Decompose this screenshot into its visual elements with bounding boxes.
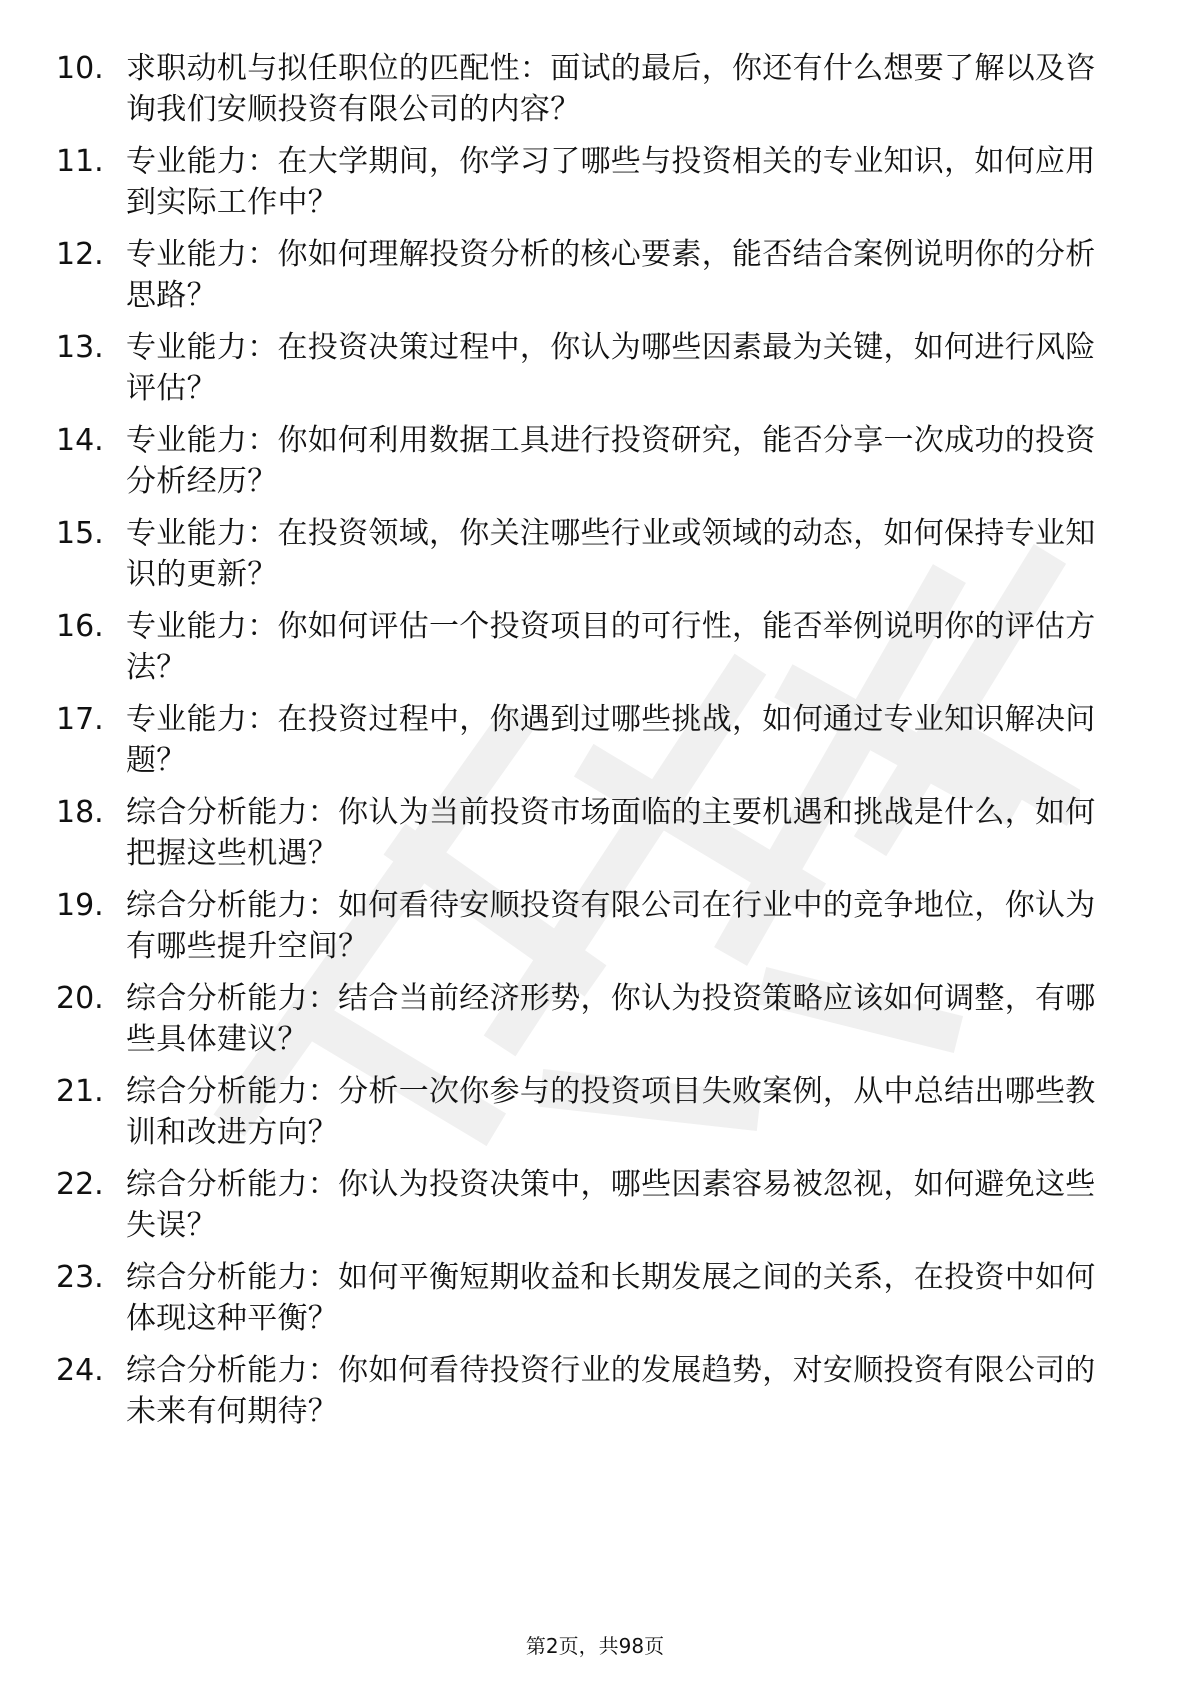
question-text: 综合分析能力：结合当前经济形势，你认为投资策略应该如何调整，有哪些具体建议？ (126, 981, 1096, 1057)
question-number: 13. (56, 330, 104, 365)
question-item (56, 1350, 1116, 1432)
question-number: 19. (56, 888, 104, 923)
question-text: 综合分析能力：如何平衡短期收益和长期发展之间的关系，在投资中如何体现这种平衡？ (126, 1260, 1096, 1336)
question-text: 专业能力：在投资领域，你关注哪些行业或领域的动态，如何保持专业知识的更新？ (126, 516, 1096, 592)
question-text: 专业能力：你如何利用数据工具进行投资研究，能否分享一次成功的投资分析经历？ (126, 423, 1096, 499)
question-number: 18. (56, 795, 104, 830)
question-item (56, 1257, 1116, 1339)
question-number: 12. (56, 237, 104, 272)
question-item (56, 234, 1116, 316)
question-number: 15. (56, 516, 104, 551)
question-number: 17. (56, 702, 104, 737)
question-number: 23. (56, 1260, 104, 1295)
question-item (56, 1164, 1116, 1246)
question-text: 专业能力：在投资决策过程中，你认为哪些因素最为关键，如何进行风险评估？ (126, 330, 1096, 406)
page-number-footer: 第2页，共98页 (525, 1634, 665, 1658)
question-text: 综合分析能力：你认为投资决策中，哪些因素容易被忽视，如何避免这些失误？ (126, 1167, 1096, 1243)
question-item (56, 1071, 1116, 1153)
question-number: 11. (56, 144, 104, 179)
question-number: 20. (56, 981, 104, 1016)
question-number: 22. (56, 1167, 104, 1202)
question-item (56, 48, 1116, 130)
question-item (56, 885, 1116, 967)
question-text: 求职动机与拟任职位的匹配性：面试的最后，你还有什么想要了解以及咨询我们安顺投资有限公司的内容？ (126, 51, 1096, 127)
question-number: 16. (56, 609, 104, 644)
question-item (56, 699, 1116, 781)
question-text: 专业能力：在投资过程中，你遇到过哪些挑战，如何通过专业知识解决问题？ (126, 702, 1096, 778)
question-item (56, 978, 1116, 1060)
question-item (56, 327, 1116, 409)
question-number: 10. (56, 51, 104, 86)
question-item (56, 141, 1116, 223)
question-text: 综合分析能力：你认为当前投资市场面临的主要机遇和挑战是什么，如何把握这些机遇？ (126, 795, 1096, 871)
question-item (56, 606, 1116, 688)
question-text: 专业能力：你如何评估一个投资项目的可行性，能否举例说明你的评估方法？ (126, 609, 1096, 685)
question-number: 21. (56, 1074, 104, 1109)
question-number: 24. (56, 1353, 104, 1388)
question-item (56, 792, 1116, 874)
question-text: 专业能力：你如何理解投资分析的核心要素，能否结合案例说明你的分析思路？ (126, 237, 1096, 313)
question-text: 综合分析能力：你如何看待投资行业的发展趋势，对安顺投资有限公司的未来有何期待？ (126, 1353, 1096, 1429)
question-number: 14. (56, 423, 104, 458)
question-text: 专业能力：在大学期间，你学习了哪些与投资相关的专业知识，如何应用到实际工作中？ (126, 144, 1096, 220)
question-text: 综合分析能力：如何看待安顺投资有限公司在行业中的竞争地位，你认为有哪些提升空间？ (126, 888, 1096, 964)
question-text: 综合分析能力：分析一次你参与的投资项目失败案例，从中总结出哪些教训和改进方向？ (126, 1074, 1096, 1150)
question-item (56, 513, 1116, 595)
question-list (56, 48, 1116, 1443)
question-item (56, 420, 1116, 502)
